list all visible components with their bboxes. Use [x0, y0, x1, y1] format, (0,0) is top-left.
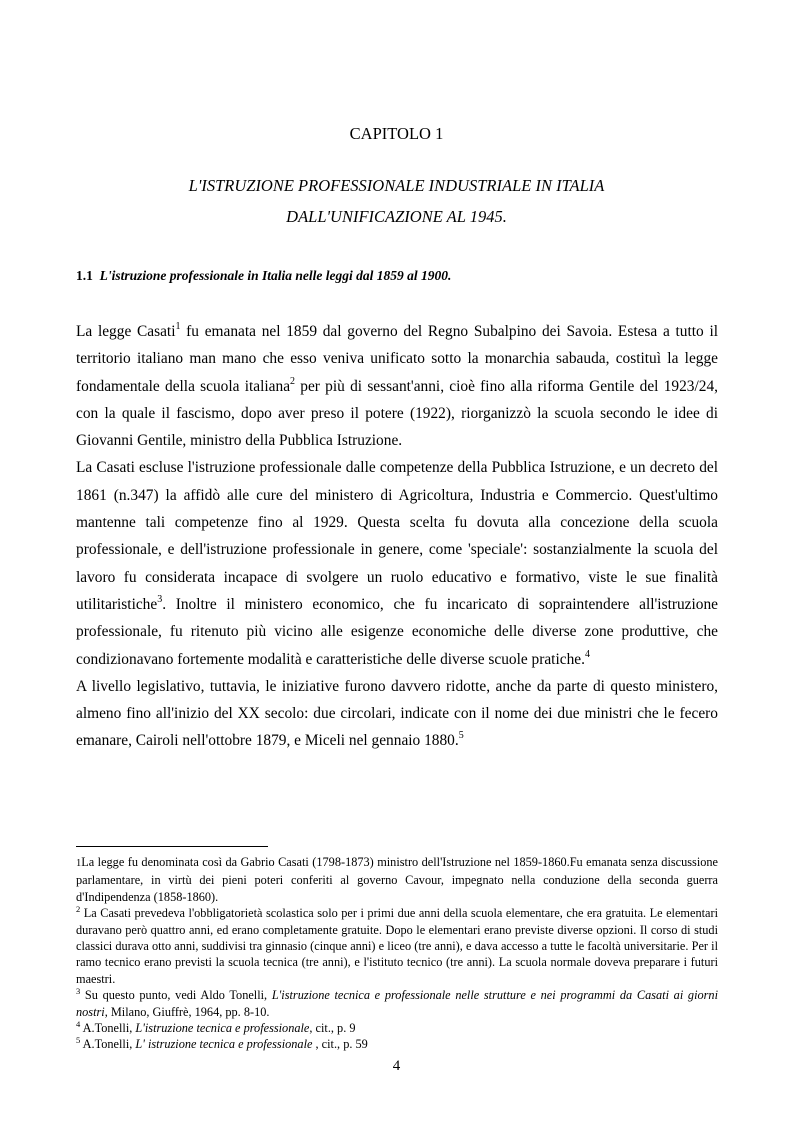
footnote-ref-1[interactable]: 1: [175, 321, 181, 332]
footnote-2-mark: 2: [76, 904, 81, 915]
section-title: L'istruzione professionale in Italia nelle leggi dal 1859 al 1900.: [99, 268, 452, 283]
footnote-3-mark: 3: [76, 986, 81, 997]
footnote-ref-4[interactable]: 4: [584, 648, 590, 660]
footnote-5-mark: 5: [76, 1035, 81, 1046]
chapter-label: CAPITOLO 1: [349, 124, 444, 143]
chapter-title-line-2: DALL'UNIFICAZIONE AL 1945.: [286, 207, 507, 226]
paragraph-3: A livello legislativo, tuttavia, le iniziative furono davvero ridotte, anche da parte di questo ministero, almeno fino all'inizio del XX secolo: due circolari, indicate con il nome dei due ministri che le fecero emanare, Cairoli nell'ottobre 1879, e Miceli nel gennaio 1880.$^5$: [76, 677, 718, 750]
footnote-1: 1La legge fu denominata così da Gabrio Casati (1798-1873) ministro dell'Istruzione nel 1859-1860.Fu emanata senza discussione parlamentare, in virtù dei pieni poteri conferiti al governo Cavour, impegnato nella conduzione della seconda guerra d'Indipendenza (1858-1860).: [76, 855, 718, 904]
page-number: 4: [392, 1058, 401, 1074]
footnote-4-mark: 4: [76, 1019, 81, 1030]
footnote-3: $^3$ Su questo punto, vedi Aldo Tonelli, L'istruzione tecnica e professionale nelle strutture e nei programmi da Casati ai giorni nostri, Milano, Giuffrè, 1964, pp. 8-10.: [76, 986, 718, 1019]
footnote-1-mark: 1: [76, 858, 82, 869]
body-text: [76, 318, 718, 755]
footnote-ref-5[interactable]: 5: [458, 730, 464, 742]
footnote-ref-2[interactable]: 2: [290, 375, 296, 387]
footnote-2: $^2$ La Casati prevedeva l'obbligatorietà scolastica solo per i primi due anni della scuola elementare, che era gratuita. Le elementari duravano però quattro anni, ed erano completamente gratuite. Dopo le elementari erano previste diverse opzioni. Il corso di studi classici durava otto anni, suddivisi tra ginnasio (cinque anni) e liceo (tre anni), e dava accesso a tutte le facoltà universitarie. Per il ramo tecnico erano previsti la scuola tecnica (tre anni), e l'istituto tecnico (tre anni). La scuola normale doveva preparare i futuri maestri.: [76, 904, 718, 986]
footnote-ref-3[interactable]: 3: [157, 593, 163, 605]
paragraph-1: La legge Casati$^1$ fu emanata nel 1859 dal governo del Regno Subalpino dei Savoia. Estesa a tutto il territorio italiano man mano che esso veniva unificato sotto la monarchia sabauda, costituì la legge fondamentale della scuola italiana$^2$ per più di sessant'anni, cioè fino alla riforma Gentile del 1923/24, con la quale il fascismo, dopo aver preso il potere (1922), riorganizzò la scuola secondo le idee di Giovanni Gentile, ministro della Pubblica Istruzione.: [76, 321, 718, 450]
footnotes: [76, 854, 718, 1053]
footnote-5: $^5$ A.Tonelli, L' istruzione tecnica e professionale , cit., p. 59: [76, 1035, 368, 1052]
chapter-title-line-1: L'ISTRUZIONE PROFESSIONALE INDUSTRIALE IN ITALIA: [188, 176, 605, 195]
section-number: 1.1: [76, 268, 93, 283]
footnote-divider: [76, 846, 268, 847]
section-heading: [76, 268, 451, 284]
paragraph-2: La Casati escluse l'istruzione professionale dalle competenze della Pubblica Istruzione, e un decreto del 1861 (n.347) la affidò alle cure del ministero di Agricoltura, Industria e Commercio. Quest'ultimo mantenne tali competenze fino al 1929. Questa scelta fu dovuta alla concezione della scuola professionale, e dell'istruzione professionale in genere, come 'speciale': sostanzialmente la scuola del lavoro fu considerata incapace di svolgere un ruolo educativo e formativo, viste le sue finalità utilitaristiche$^3$. Inoltre il ministero economico, che fu incaricato di sopraintendere all'istruzione professionale, fu ritenuto più vicino alle esigenze economiche delle diverse zone produttive, che condizionavano fortemente modalità e caratteristiche delle diverse scuole pratiche.$^4$: [76, 459, 718, 668]
footnote-4: $^4$ A.Tonelli, L'istruzione tecnica e professionale, cit., p. 9: [76, 1019, 356, 1036]
